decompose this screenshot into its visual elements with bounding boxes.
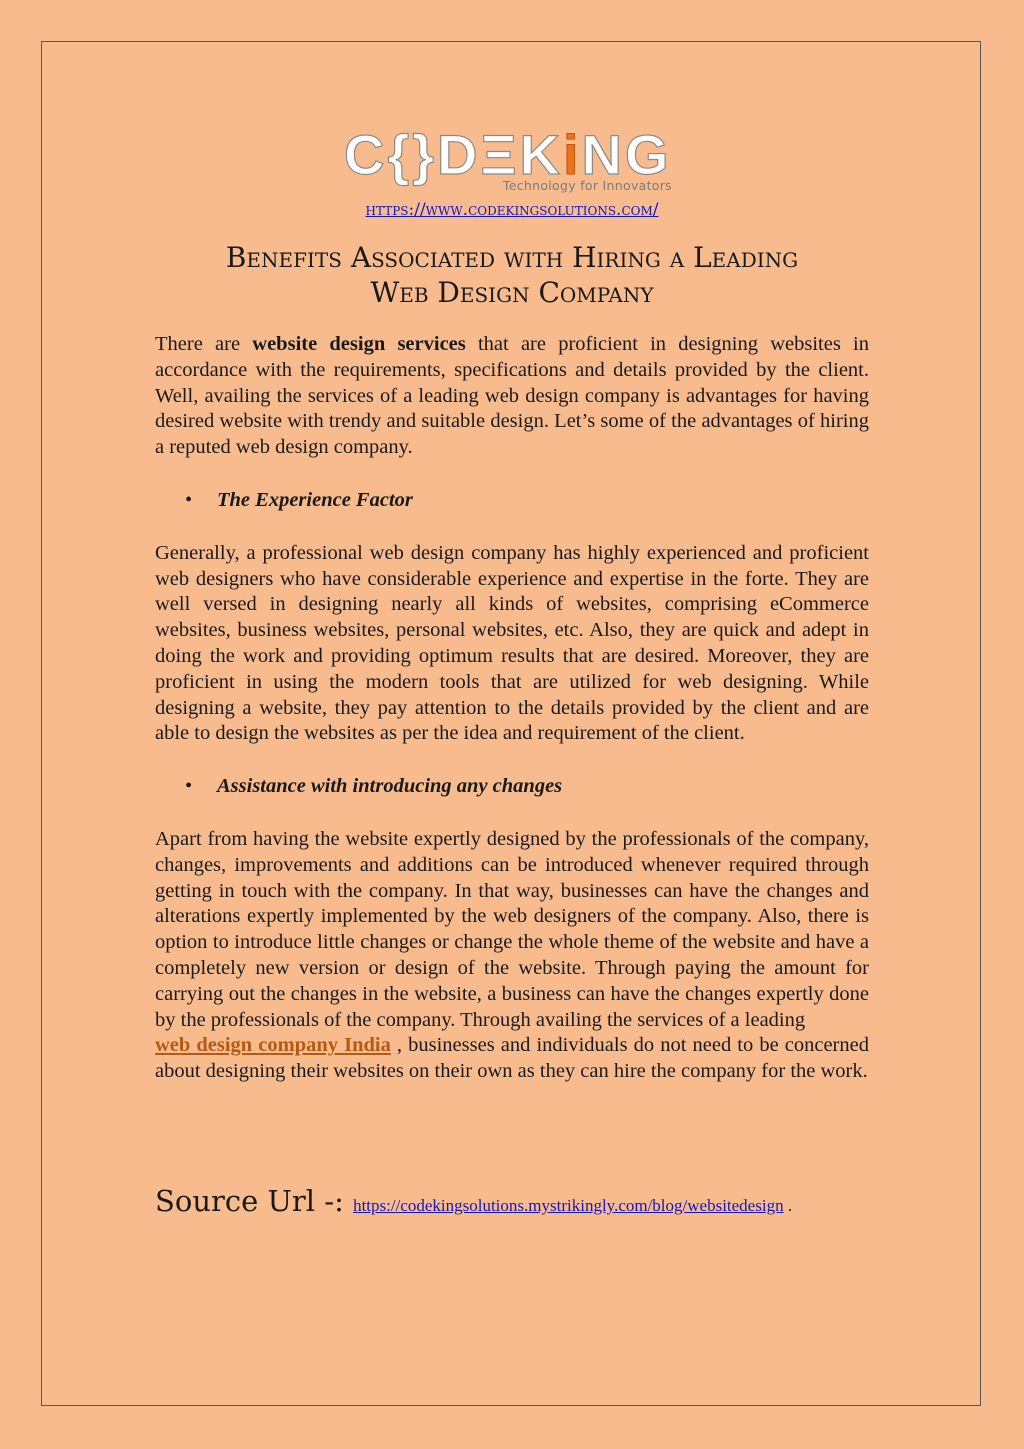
- web-design-company-link[interactable]: web design company India: [155, 1034, 391, 1057]
- intro-bold-phrase: website design services: [252, 333, 466, 355]
- title-line-2: Web Design Company: [370, 276, 654, 309]
- source-line: Source Url -: https://codekingsolutions.mystrikingly.com/blog/websitedesign .: [155, 1184, 793, 1218]
- intro-paragraph: There are website design services that are proficient in designing websites in accordance with the requirements, specifications and details provided by the client. Well, availing the services of a leading web design company is advantages for having desired website with trendy and suitable design. Let’s some of the advantages of hiring a reputed web design company.: [155, 333, 869, 459]
- section2-paragraph: Apart from having the website expertly designed by the professionals of the company, changes, improvements and additions can be introduced whenever required through getting in touch with the company. In that way, businesses can have the changes and alterations expertly implemented by the web designers of the company. Also, there is option to introduce little changes or change the whole theme of the website and have a completely new version or design of the website. Through paying the amount for carrying out the changes in the website, a business can have the changes expertly done by the professionals of the company. Through availing the services of a leading web design company India , businesses and individuals do not need to be concerned about designing their websites on their own as they can hire the company for the work.: [155, 827, 869, 1083]
- bullet-icon: •: [185, 775, 193, 798]
- bullet-icon: •: [185, 488, 193, 511]
- logo-tagline: Technology for Innovators: [502, 178, 672, 193]
- section1-heading: • The Experience Factor: [155, 488, 869, 514]
- page-title: [155, 240, 869, 310]
- site-url-link[interactable]: https://www.codekingsolutions.com/: [365, 200, 659, 220]
- source-url-link[interactable]: https://codekingsolutions.mystrikingly.com/blog/websitedesign: [353, 1196, 784, 1215]
- source-label: Source Url -:: [155, 1184, 354, 1218]
- article-body: [155, 332, 869, 1085]
- title-line-1: Benefits Associated with Hiring a Leading: [225, 241, 799, 274]
- section2-heading: • Assistance with introducing any changes: [155, 774, 869, 800]
- codeking-logo: [344, 122, 680, 198]
- section1-paragraph: Generally, a professional web design company has highly experienced and proficient web designers who have considerable experience and expertise in the forte. They are well versed in designing nearly all kinds of websites, comprising eCommerce websites, business websites, personal websites, etc. Also, they are quick and adept in doing the work and providing optimum results that are desired. Moreover, they are proficient in using the modern tools that are utilized for web designing. While designing a website, they pay attention to the details provided by the client and are able to design the websites as per the idea and requirement of the client.: [155, 541, 869, 745]
- logo-wordmark: C{}DΞKiNG: [344, 123, 672, 186]
